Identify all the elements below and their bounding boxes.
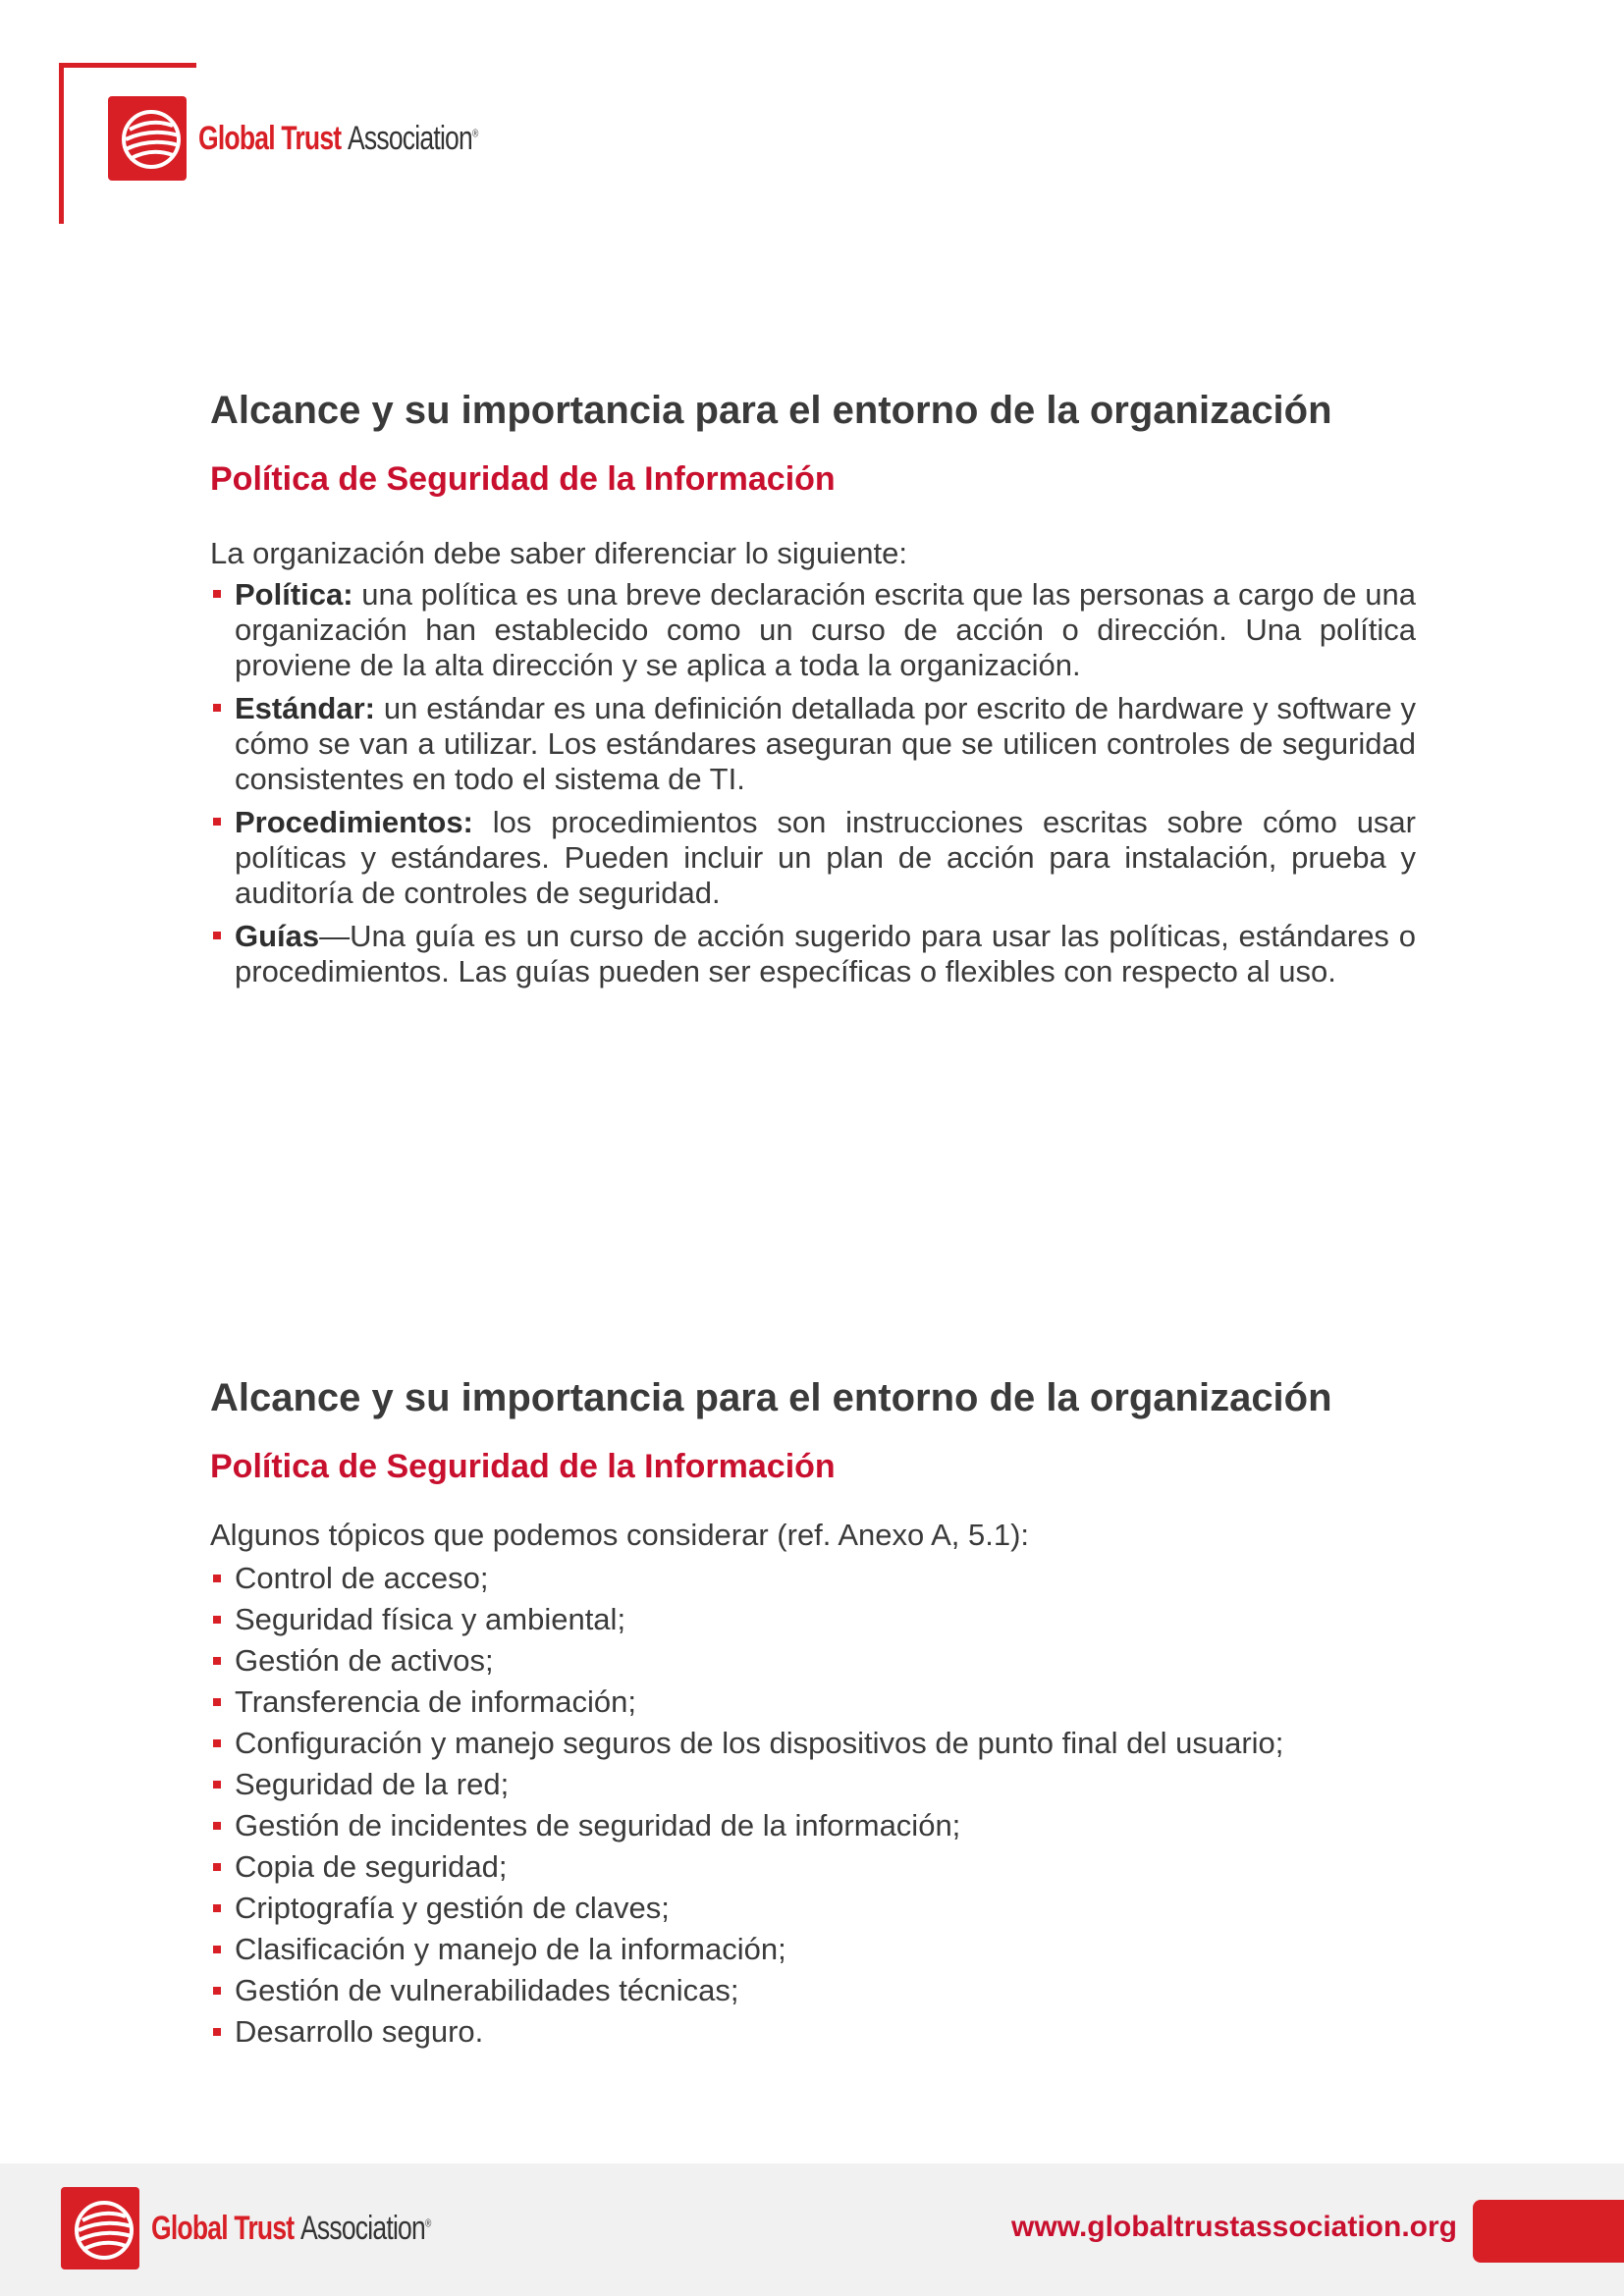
section1-intro: La organización debe saber diferenciar lo siguiente: xyxy=(210,536,908,570)
list-item xyxy=(210,691,1416,797)
definitions-list xyxy=(210,577,1416,989)
section-definitions xyxy=(210,385,1416,997)
brand-name-light: Association xyxy=(299,2209,425,2247)
footer-logo xyxy=(61,2187,510,2269)
corner-accent-horizontal xyxy=(59,63,196,68)
globe-logo-icon xyxy=(61,2187,139,2269)
definition-text: una política es una breve declaración escrita que las personas a cargo de una organización han establecido como un curso de acción o dirección. Una política proviene de la alta dirección y se aplica a toda la organización. xyxy=(235,577,1416,682)
list-item xyxy=(210,919,1416,989)
list-item xyxy=(210,577,1416,683)
term-procedimientos: Procedimientos: xyxy=(235,805,473,839)
section2-intro: Algunos tópicos que podemos considerar (ref. Anexo A, 5.1): xyxy=(210,1518,1030,1552)
definition-text: —Una guía es un curso de acción sugerido para usar las políticas, estándares o procedimientos. Las guías pueden ser específicas o flexibles con respecto al uso. xyxy=(235,919,1416,988)
footer-website-link[interactable]: www.globaltrustassociation.org xyxy=(1011,2211,1457,2243)
list-item: Seguridad de la red; xyxy=(210,1765,1416,1804)
brand-name-bold: Global Trust xyxy=(198,119,342,157)
footer-accent-tab xyxy=(1473,2200,1624,2263)
list-item: Gestión de incidentes de seguridad de la información; xyxy=(210,1806,1416,1845)
globe-logo-icon xyxy=(108,96,187,181)
brand-name-light: Association xyxy=(347,119,472,157)
list-item: Configuración y manejo seguros de los dispositivos de punto final del usuario; xyxy=(210,1724,1416,1763)
list-item xyxy=(210,805,1416,911)
brand-name-bold: Global Trust xyxy=(151,2209,295,2247)
section1-title: Alcance y su importancia para el entorno de la organización xyxy=(210,389,1332,432)
list-item: Transferencia de información; xyxy=(210,1682,1416,1722)
list-item: Gestión de vulnerabilidades técnicas; xyxy=(210,1971,1416,2010)
brand-name xyxy=(151,2210,431,2248)
list-item: Desarrollo seguro. xyxy=(210,2012,1416,2052)
section2-subtitle: Política de Seguridad de la Información xyxy=(210,1448,836,1485)
definition-text: los procedimientos son instrucciones escritas sobre cómo usar políticas y estándares. Pueden incluir un plan de acción para instalación, prueba y auditoría de controles de seguridad. xyxy=(235,805,1416,910)
brand-name xyxy=(198,120,478,158)
term-estandar: Estándar: xyxy=(235,691,375,725)
section-topics xyxy=(210,1372,1416,2054)
list-item: Copia de seguridad; xyxy=(210,1847,1416,1887)
trademark-symbol: ® xyxy=(471,128,478,140)
list-item: Gestión de activos; xyxy=(210,1641,1416,1681)
definition-text: un estándar es una definición detallada por escrito de hardware y software y cómo se van a utilizar. Los estándares aseguran que se utilicen controles de seguridad consistentes en todo el sistema de TI. xyxy=(235,691,1416,796)
list-item: Criptografía y gestión de claves; xyxy=(210,1889,1416,1928)
topics-list xyxy=(210,1559,1416,2052)
section1-subtitle: Política de Seguridad de la Información xyxy=(210,460,836,498)
list-item: Seguridad física y ambiental; xyxy=(210,1600,1416,1639)
section2-title: Alcance y su importancia para el entorno de la organización xyxy=(210,1376,1332,1419)
corner-accent-vertical xyxy=(59,63,64,224)
trademark-symbol: ® xyxy=(424,2217,431,2230)
term-politica: Política: xyxy=(235,577,353,612)
header-logo xyxy=(108,96,557,181)
term-guias: Guías xyxy=(235,919,320,953)
list-item: Control de acceso; xyxy=(210,1559,1416,1598)
list-item: Clasificación y manejo de la información; xyxy=(210,1930,1416,1969)
